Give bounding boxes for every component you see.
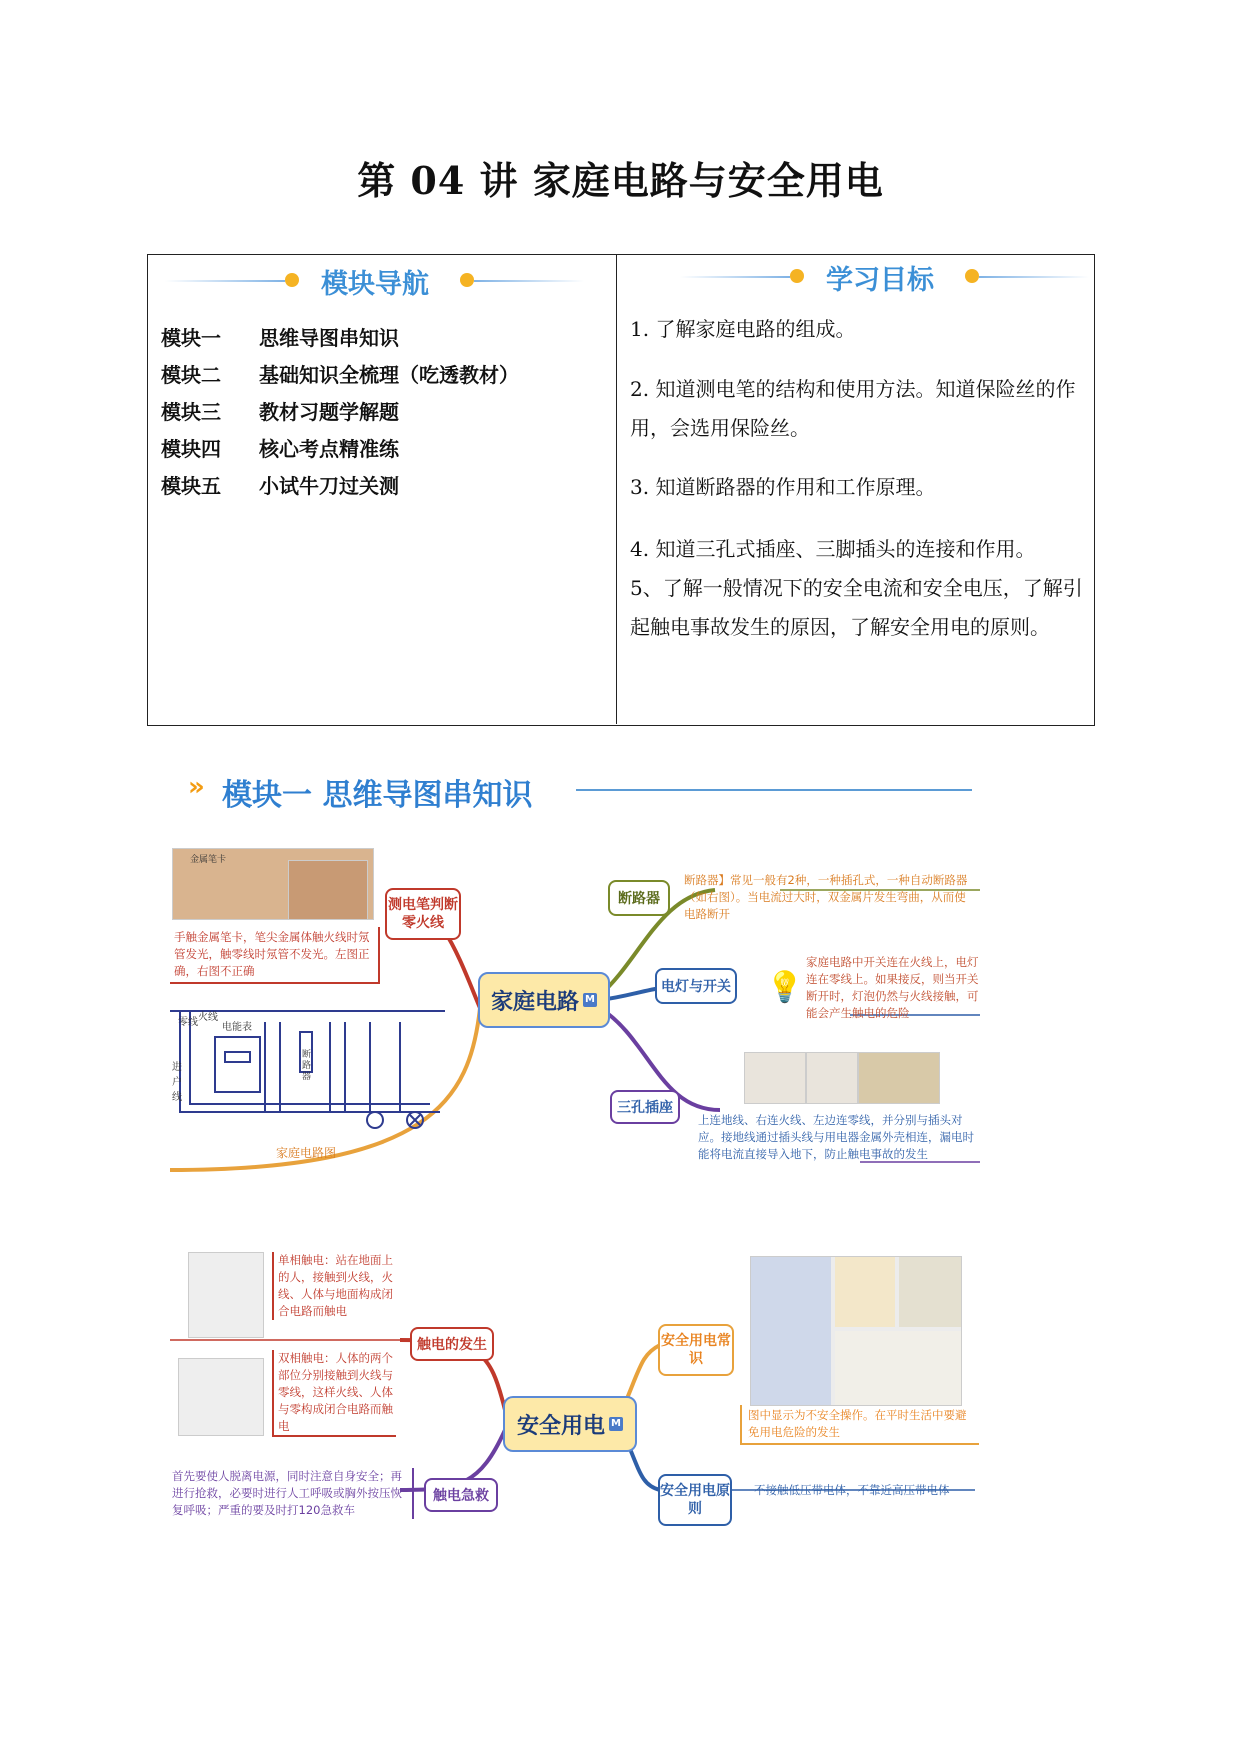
nav-item-key: 模块二 [161, 363, 221, 387]
nav-item[interactable] [161, 470, 519, 507]
shock-cartoon [858, 1052, 940, 1104]
common-text: 图中显示为不安全操作。在平时生活中要避免用电危险的发生 [740, 1405, 979, 1445]
pen-node: 测电笔判断零火线 [385, 888, 461, 940]
circuit-label-zero: 零线 [178, 1017, 198, 1028]
nav-item[interactable] [161, 359, 519, 396]
principle-node: 安全用电原则 [658, 1474, 732, 1526]
node-label: 安全用电 [516, 1413, 605, 1439]
lightbulb-icon: 💡 [766, 970, 804, 1005]
circuit-caption: 家庭电路图 [276, 1146, 337, 1160]
goals-header: 学习目标 [826, 265, 934, 296]
unsafe-scenes-photo [750, 1256, 962, 1406]
chevron-icon: » [188, 772, 205, 802]
common-node: 安全用电常识 [658, 1324, 734, 1376]
nav-item-key: 模块四 [161, 437, 221, 461]
nav-item[interactable] [161, 433, 519, 470]
rescue-node: 触电急救 [424, 1478, 498, 1512]
lamp-text: 家庭电路中开关连在火线上，电灯连在零线上。如果接反，则当开关断开时，灯泡仍然与火线接触，可能会产生触电的危险 [806, 955, 979, 1020]
socket-node: 三孔插座 [610, 1090, 680, 1124]
shock-node: 触电的发生 [410, 1327, 494, 1361]
map1-center-node [478, 972, 610, 1028]
header-line [474, 280, 584, 282]
goal-item: 2. 知道测电笔的结构和使用方法。知道保险丝的作用，会选用保险丝。 [630, 377, 1076, 440]
header-line [680, 276, 790, 278]
circuit-label-breaker: 断路器 [302, 1050, 312, 1082]
mindmap-icon: M [583, 993, 597, 1007]
lamp-node: 电灯与开关 [655, 968, 737, 1004]
double-shock-text: 双相触电：人体的两个部位分别接触到火线与零线，这样火线、人体与零构成闭合电路而触电 [272, 1350, 396, 1437]
pen-caption: 金属笔卡 [190, 855, 227, 865]
nav-header: 模块导航 [321, 269, 429, 300]
table-divider [616, 254, 617, 724]
header-line [979, 276, 1089, 278]
map2-center-node [503, 1396, 637, 1452]
header-dot [460, 273, 474, 287]
circuit-label-meter: 电能表 [222, 1022, 252, 1033]
page-title: 第 04 讲 家庭电路与安全用电 [357, 158, 884, 203]
nav-item-key: 模块三 [161, 400, 221, 424]
circuit-label-in: 进户线 [172, 1062, 182, 1103]
pen-text: 手触金属笔卡，笔尖金属体触火线时氖管发光，触零线时氖管不发光。左图正确，右图不正确 [170, 927, 380, 984]
node-label: 家庭电路 [490, 989, 579, 1015]
plug-photo [806, 1052, 858, 1104]
hand-photo [288, 860, 368, 920]
nav-item-label: 小试牛刀过关测 [259, 474, 399, 498]
double-shock-cartoon [178, 1358, 264, 1436]
header-dot [285, 273, 299, 287]
nav-item[interactable] [161, 396, 519, 433]
goal-item: 1. 了解家庭电路的组成。 [630, 317, 856, 341]
module-heading: 模块一 思维导图串知识 [222, 778, 533, 813]
nav-item-label: 核心考点精准练 [259, 437, 399, 461]
nav-list [161, 322, 519, 507]
single-shock-text: 单相触电：站在地面上的人，接触到火线，火线、人体与地面构成闭合电路而触电 [272, 1252, 396, 1320]
nav-item-label: 思维导图串知识 [259, 326, 399, 350]
nav-item-label: 基础知识全梳理（吃透教材） [259, 363, 519, 387]
socket-photo [744, 1052, 806, 1104]
pole-cartoon [188, 1252, 264, 1338]
header-dot [790, 269, 804, 283]
nav-item-label: 教材习题学解题 [259, 400, 399, 424]
nav-item-key: 模块一 [161, 326, 221, 350]
header-line [165, 280, 285, 282]
circuit-label-fire: 火线 [198, 1012, 218, 1023]
header-dot [965, 269, 979, 283]
heading-line [576, 789, 972, 791]
socket-text: 上连地线、右连火线、左边连零线，并分别与插头对应。接地线通过插头线与用电器金属外壳相连，漏电时能将电流直接导入地下，防止触电事故的发生 [698, 1113, 974, 1161]
principle-text: 不接触低压带电体，不靠近高压带电体 [754, 1483, 950, 1497]
breaker-node: 断路器 [608, 880, 670, 916]
breaker-text: 断路器】常见一般有2种，一种插孔式，一种自动断路器（如右图）。当电流过大时，双金属片发生弯曲，从而使电路断开 [684, 873, 968, 921]
nav-item[interactable] [161, 322, 519, 359]
nav-item-key: 模块五 [161, 474, 221, 498]
rescue-text: 首先要使人脱离电源，同时注意自身安全；再进行抢救，必要时进行人工呼吸或胸外按压恢复呼吸；严重的要及时打120急救车 [172, 1468, 414, 1519]
goal-item: 4. 知道三孔式插座、三脚插头的连接和作用。 [630, 537, 1036, 561]
mindmap-icon: M [609, 1417, 623, 1431]
goal-item: 5、了解一般情况下的安全电流和安全电压，了解引起触电事故发生的原因，了解安全用电的原则。 [630, 576, 1083, 639]
goal-item: 3. 知道断路器的作用和工作原理。 [630, 475, 936, 499]
